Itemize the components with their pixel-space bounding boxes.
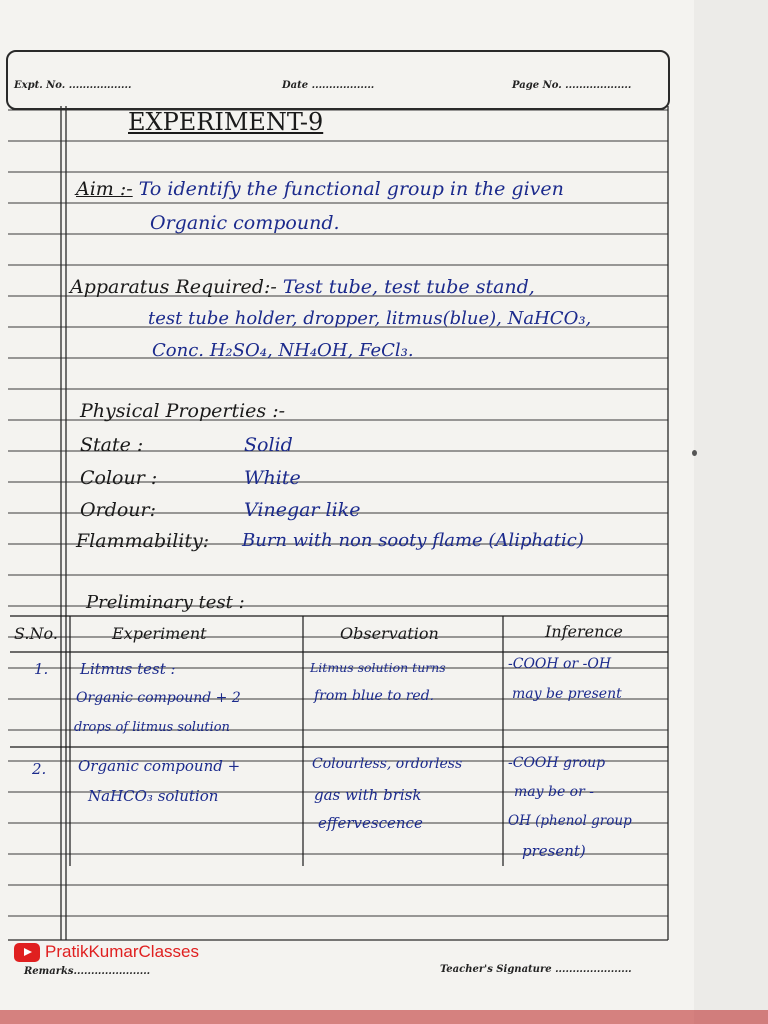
flammability-label: Flammability: xyxy=(76,530,210,552)
aim-line-2: Organic compound. xyxy=(150,212,340,234)
apparatus-line-1: Test tube, test tube stand, xyxy=(282,276,535,298)
row-1-observation-line-2: from blue to red. xyxy=(314,688,435,704)
apparatus-label: Apparatus Required:- xyxy=(70,276,277,298)
apparatus-section xyxy=(70,276,535,298)
flammability-value: Burn with non sooty flame (Aliphatic) xyxy=(242,530,584,551)
page-number-label: Page No. ................... xyxy=(512,80,632,91)
page-spine xyxy=(694,0,768,1024)
row-2-inference-line-3: OH (phenol group xyxy=(508,813,632,829)
play-icon xyxy=(14,943,40,962)
row-1-inference-line-1: -COOH or -OH xyxy=(508,656,612,672)
row-1-inference-line-2: may be present xyxy=(512,686,622,702)
colour-label: Colour : xyxy=(80,467,158,489)
colour-value: White xyxy=(244,467,301,489)
odour-value: Vinegar like xyxy=(244,499,361,521)
aim-line-1: To identify the functional group in the given xyxy=(138,178,564,200)
binding-hole xyxy=(692,450,697,456)
row-1-experiment-line-3: drops of litmus solution xyxy=(74,720,230,735)
row-1-experiment-line-2: Organic compound + 2 xyxy=(76,690,241,706)
row-2-inference-line-4: present) xyxy=(522,842,586,860)
brand-name: PratikKumarClasses xyxy=(45,942,199,961)
row-2-experiment-line-2: NaHCO₃ solution xyxy=(88,787,219,805)
column-header-experiment: Experiment xyxy=(112,624,207,643)
row-2-inference-line-1: -COOH group xyxy=(508,755,606,771)
row-2-inference-line-2: may be or - xyxy=(514,784,594,800)
physical-heading: Physical Properties :- xyxy=(80,400,286,422)
row-2-sno: 2. xyxy=(32,760,47,778)
column-header-observation: Observation xyxy=(340,624,439,643)
apparatus-line-3: Conc. H₂SO₄, NH₄OH, FeCl₃. xyxy=(152,340,414,361)
column-header-sno: S.No. xyxy=(14,624,58,643)
row-2-observation-line-2: gas with brisk xyxy=(314,786,422,804)
date-label: Date .................. xyxy=(282,80,375,91)
row-2-experiment-line-1: Organic compound + xyxy=(78,757,241,775)
row-1-experiment-line-1: Litmus test : xyxy=(80,660,176,678)
brand-watermark xyxy=(14,942,199,962)
row-2-observation-line-3: effervescence xyxy=(318,814,423,832)
page-bottom-edge xyxy=(0,1010,768,1024)
aim-section xyxy=(76,178,564,200)
teacher-signature-label: Teacher's Signature ...................... xyxy=(440,964,632,975)
state-label: State : xyxy=(80,434,144,456)
page-title: EXPERIMENT-9 xyxy=(128,108,324,136)
row-1-sno: 1. xyxy=(34,660,49,678)
odour-label: Ordour: xyxy=(80,499,156,521)
state-value: Solid xyxy=(244,434,293,456)
experiment-number-label: Expt. No. .................. xyxy=(14,80,132,91)
row-2-observation-line-1: Colourless, ordorless xyxy=(312,756,463,772)
column-header-inference: Inference xyxy=(545,622,623,641)
row-1-observation-line-1: Litmus solution turns xyxy=(310,660,446,675)
apparatus-line-2: test tube holder, dropper, litmus(blue), NaHCO₃, xyxy=(148,308,592,329)
aim-label: Aim :- xyxy=(76,178,133,200)
remarks-label: Remarks...................... xyxy=(24,966,151,977)
preliminary-heading: Preliminary test : xyxy=(86,592,245,613)
